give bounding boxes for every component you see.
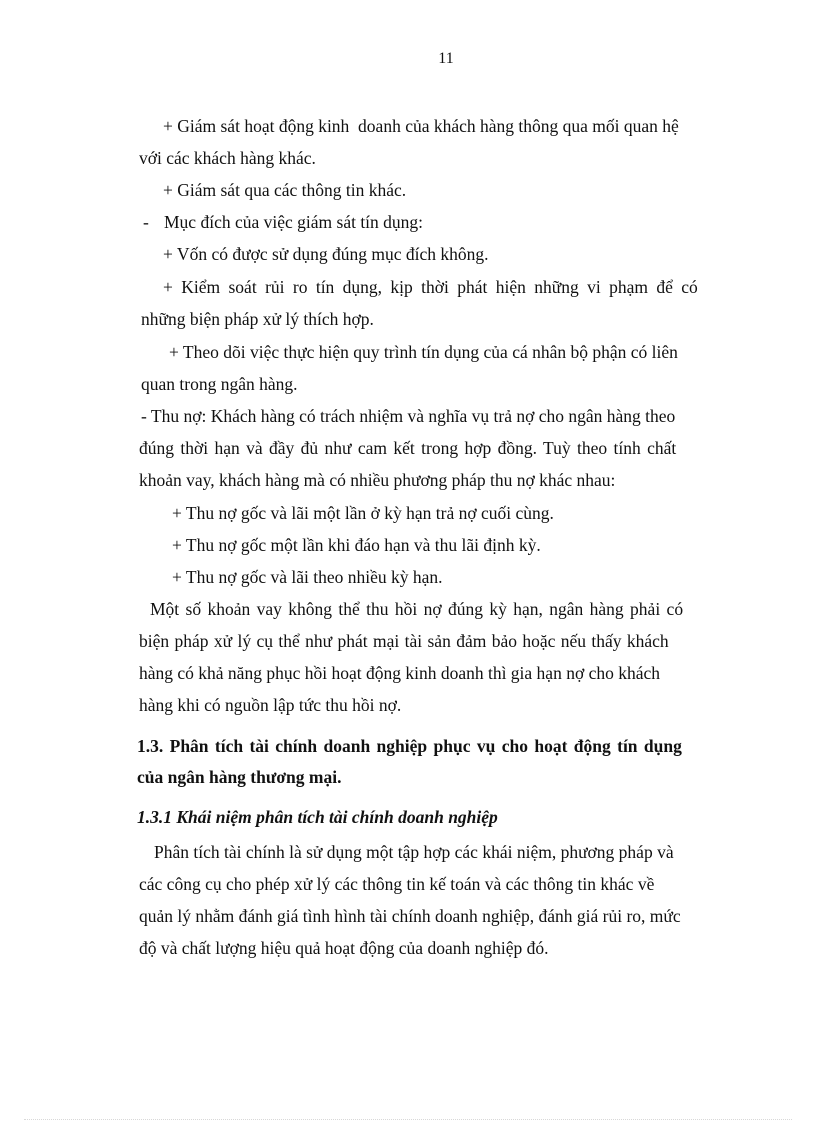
text-line: các công cụ cho phép xử lý các thông tin kế toán và các thông tin khác về	[139, 874, 655, 894]
text-line: đúng thời hạn và đầy đủ như cam kết trong hợp đồng. Tuỳ theo tính chất	[139, 438, 677, 458]
text-line: những biện pháp xử lý thích hợp.	[141, 309, 374, 329]
text-line: + Thu nợ gốc một lần khi đáo hạn và thu lãi định kỳ.	[172, 535, 541, 555]
bullet-dash: -	[143, 212, 149, 232]
text-line: Phân tích tài chính là sử dụng một tập hợp các khái niệm, phương pháp và	[154, 842, 674, 862]
text-line: độ và chất lượng hiệu quả hoạt động của doanh nghiệp đó.	[139, 938, 549, 958]
text-line: + Thu nợ gốc và lãi một lần ở kỳ hạn trả nợ cuối cùng.	[172, 503, 554, 523]
section-heading: 1.3. Phân tích tài chính doanh nghiệp phục vụ cho hoạt động tín dụng	[137, 736, 682, 756]
text-line: Một số khoản vay không thể thu hồi nợ đúng kỳ hạn, ngân hàng phải có	[150, 599, 684, 619]
text-line: quan trong ngân hàng.	[141, 374, 298, 394]
text-line: + Kiểm soát rủi ro tín dụng, kịp thời phát hiện những vi phạm để có	[163, 277, 698, 297]
text-line: với các khách hàng khác.	[139, 148, 316, 168]
page-bottom-divider	[24, 1119, 792, 1120]
text-line: + Giám sát hoạt động kinh doanh của khách hàng thông qua mối quan hệ	[163, 116, 679, 136]
text-line: + Giám sát qua các thông tin khác.	[163, 180, 407, 200]
text-line: - Thu nợ: Khách hàng có trách nhiệm và nghĩa vụ trả nợ cho ngân hàng theo	[141, 406, 676, 426]
text-line: biện pháp xử lý cụ thể như phát mại tài sản đảm bảo hoặc nếu thấy khách	[139, 631, 669, 651]
text-line: Mục đích của việc giám sát tín dụng:	[164, 212, 424, 232]
text-line: + Vốn có được sử dụng đúng mục đích không.	[163, 244, 489, 264]
text-line: khoản vay, khách hàng mà có nhiều phương pháp thu nợ khác nhau:	[139, 470, 616, 490]
text-line: quản lý nhằm đánh giá tình hình tài chính doanh nghiệp, đánh giá rủi ro, mức	[139, 906, 681, 926]
subsection-heading: 1.3.1 Khái niệm phân tích tài chính doanh nghiệp	[137, 807, 498, 827]
text-line: hàng khi có nguồn lập tức thu hồi nợ.	[139, 695, 402, 715]
page-number: 11	[438, 50, 454, 67]
text-line: hàng có khả năng phục hồi hoạt động kinh doanh thì gia hạn nợ cho khách	[139, 663, 661, 683]
text-line: + Theo dõi việc thực hiện quy trình tín dụng của cá nhân bộ phận có liên	[169, 342, 678, 362]
section-heading: của ngân hàng thương mại.	[137, 767, 342, 787]
text-line: + Thu nợ gốc và lãi theo nhiều kỳ hạn.	[172, 567, 443, 587]
